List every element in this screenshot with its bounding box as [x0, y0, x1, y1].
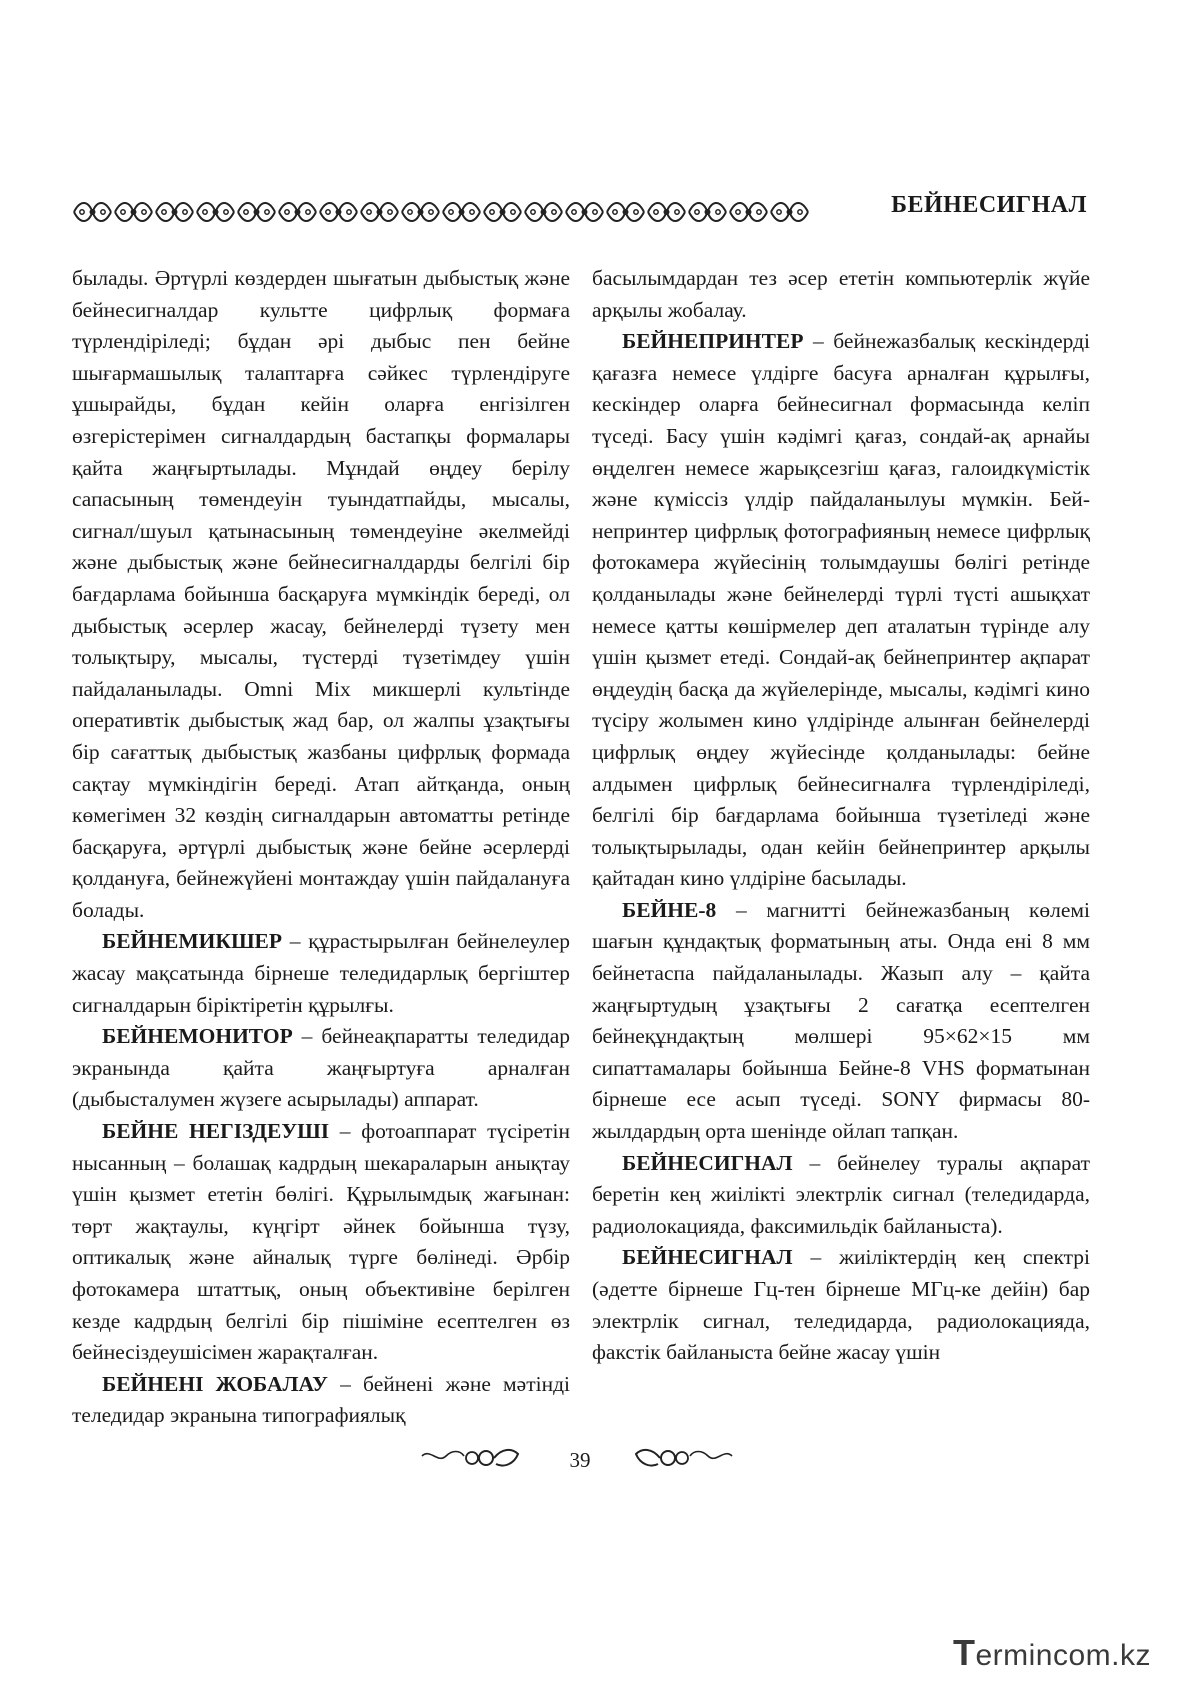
- footer-ornament-right: [634, 1444, 734, 1474]
- entry-term: БЕЙНЕСИГНАЛ: [622, 1150, 793, 1175]
- entry-term: БЕЙНЕПРИНТЕР: [622, 329, 804, 354]
- entry-text: – магнитті бейнежазбаның көлемі шағын құндақтық форматының аты. Онда ені 8 мм бейнетаспа пайдаланылады. Жазып алу – қайта жаңғыртудың ұзақтығы 2 сағатқа есептелген бейнеқұндақтың мөлшері 95×62×15 мм сипаттамалары бойынша Бейне-8 VHS форматынан бірнеше есе асып түседі. SONY фирмасы 80-жылдардың орта шенінде ойлап тапқан.: [592, 897, 1090, 1144]
- footer-ornament-left: [420, 1444, 520, 1474]
- entry-text: – бейнелеу туралы ақпарат беретін кең жиілікті электрлік сигнал (теледидарда, радиолокацияда, факсимильдік байланыста).: [592, 1150, 1090, 1238]
- entry-text: – бейнеақпаратты теледидар экранында қайта жаңғыртуға арналған (дыбысталумен жүзеге асырылады) аппарат.: [72, 1024, 570, 1112]
- entry-term: БЕЙНЕНІ ЖОБАЛАУ: [102, 1371, 328, 1396]
- entry-text: – жиіліктердің кең спектрі (әдетте бірнеше Гц-тен бірнеше МГц-ке дейін) бар электрлік сигнал, теледидарда, радиолокацияда, факстік байланыста бейне жасау үшін: [592, 1245, 1090, 1365]
- entry-text: – бейнені және мәтінді теледидар экранына типографиялық: [72, 1371, 570, 1428]
- entry-text: – құрастырылған бейнелеулер жасау мақсатында бірнеше теледидарлық бергіштер сигналдарын біріктіретін құрылғы.: [72, 929, 570, 1017]
- dictionary-entry: [72, 926, 570, 1021]
- entry-term: БЕЙНЕ-8: [622, 897, 717, 922]
- right-column: [592, 263, 1090, 1369]
- page-number: 39: [569, 1448, 591, 1472]
- site-watermark-logo: [953, 1632, 1151, 1674]
- entry-text: басылымдардан тез әсер ететін компьютерлік жүйе арқылы жобалау.: [592, 266, 1090, 322]
- paragraph: [72, 263, 570, 926]
- dictionary-entry: [592, 1242, 1090, 1368]
- entry-term: БЕЙНЕМИКШЕР: [102, 929, 283, 954]
- dictionary-entry: [72, 1116, 570, 1369]
- dictionary-entry: [592, 1148, 1090, 1243]
- left-column: [72, 263, 570, 1432]
- dictionary-entry: [592, 326, 1090, 895]
- running-header-title: БЕЙНЕСИГНАЛ: [891, 192, 1087, 218]
- watermark-text: ermincom.kz: [975, 1639, 1151, 1672]
- header-ornament: [72, 196, 810, 228]
- entry-text: – бейнежазбалық кескіндерді қағазға немесе үлдірге басуға арналған құрылғы, кескіндер оларға бейнесигнал формасында келіп түседі. Басу үшін кәдімгі қағаз, сондай-ақ арнайы өңделген немесе жарықсезгіш қағаз, галоидкүмістік және күміссіз үлдір пайдаланылуы мүмкін. Бейнепринтер цифрлық фотографияның немесе цифрлық фотокамера жүйесінің толымдаушы бөлігі ретінде қолданылады және бейнелерді түрлі түсті ашықхат немесе қатты көшірмелер деп аталатын түрінде алу үшін қызмет етеді. Сондай-ақ бейнепринтер ақпарат өңдеудің басқа да жүйелерінде, мысалы, кәдімгі кино түсіру жолымен кино үлдірінде алынған бейнелерді цифрлық өңдеу жүйесінде қолданылады: бейне алдымен цифрлық бейнесигналға түрлендіріледі, белгілі бір бағдарлама бойынша түзетіледі және толықтырылады, одан кейін бейнепринтер арқылы қайтадан кино үлдіріне басылады.: [592, 329, 1090, 891]
- dictionary-entry: [72, 1021, 570, 1116]
- entry-text: былады. Әртүрлі көздерден шығатын дыбыстық және бейнесигналдар культте цифрлық формаға түрлендіріледі; бұдан әрі дыбыс пен бейне шығармашылық талаптарға сәйкес түрлендіруге ұшырайды, бұдан кейін оларға енгізілген өзгерістерімен сигналдардың бастапқы формалары қайта жаңғыртылады. Мұндай өңдеу берілу сапасының төмендеуін туындатпайды, мысалы, сигнал/шуыл қатынасының төмендеуіне әкелмейді және дыбыстық және бейнесигналдарды белгілі бір бағдарлама бойынша басқаруға мүмкіндік береді, ол дыбыстық әсерлер жасау, бейнелерді түзету мен толықтыру, мысалы, түстерді түзетімдеу үшін пайдаланылады. Omni Mix микшерлі культінде оперативтік дыбыстық жад бар, ол жалпы ұзақтығы бір сағаттық дыбыстық жазбаны цифрлық формада сақтау мүмкіндігін береді. Атап айтқанда, оның көмегімен 32 көздің сигналдарын автоматты ретінде басқаруға, әртүрлі дыбыстық және бейне әсерлерді қолдануға, бейнежүйені монтаждау үшін пайдалануға болады.: [72, 266, 570, 922]
- entry-term: БЕЙНЕ НЕГІЗДЕУШІ: [102, 1119, 330, 1144]
- entry-text: – фотоаппарат түсіретін нысанның – болашақ кадрдың шекараларын анықтау үшін қызмет ететін бөлігі. Құрылымдық жағынан: төрт жақтаулы, күңгірт әйнек бойынша түзу, оптикалық және айналық түрге бөлінеді. Әрбір фотокамера штаттық, оның объективіне берілген кезде кадрдың белгілі бір пішіміне есептелген өз бейнесіздеушісімен жарақталған.: [72, 1119, 570, 1365]
- entry-term: БЕЙНЕМОНИТОР: [102, 1024, 293, 1049]
- watermark-initial: T: [952, 1632, 976, 1673]
- entry-term: БЕЙНЕСИГНАЛ: [622, 1245, 793, 1270]
- dictionary-entry: [72, 1369, 570, 1432]
- dictionary-entry: [592, 895, 1090, 1148]
- paragraph: [592, 263, 1090, 326]
